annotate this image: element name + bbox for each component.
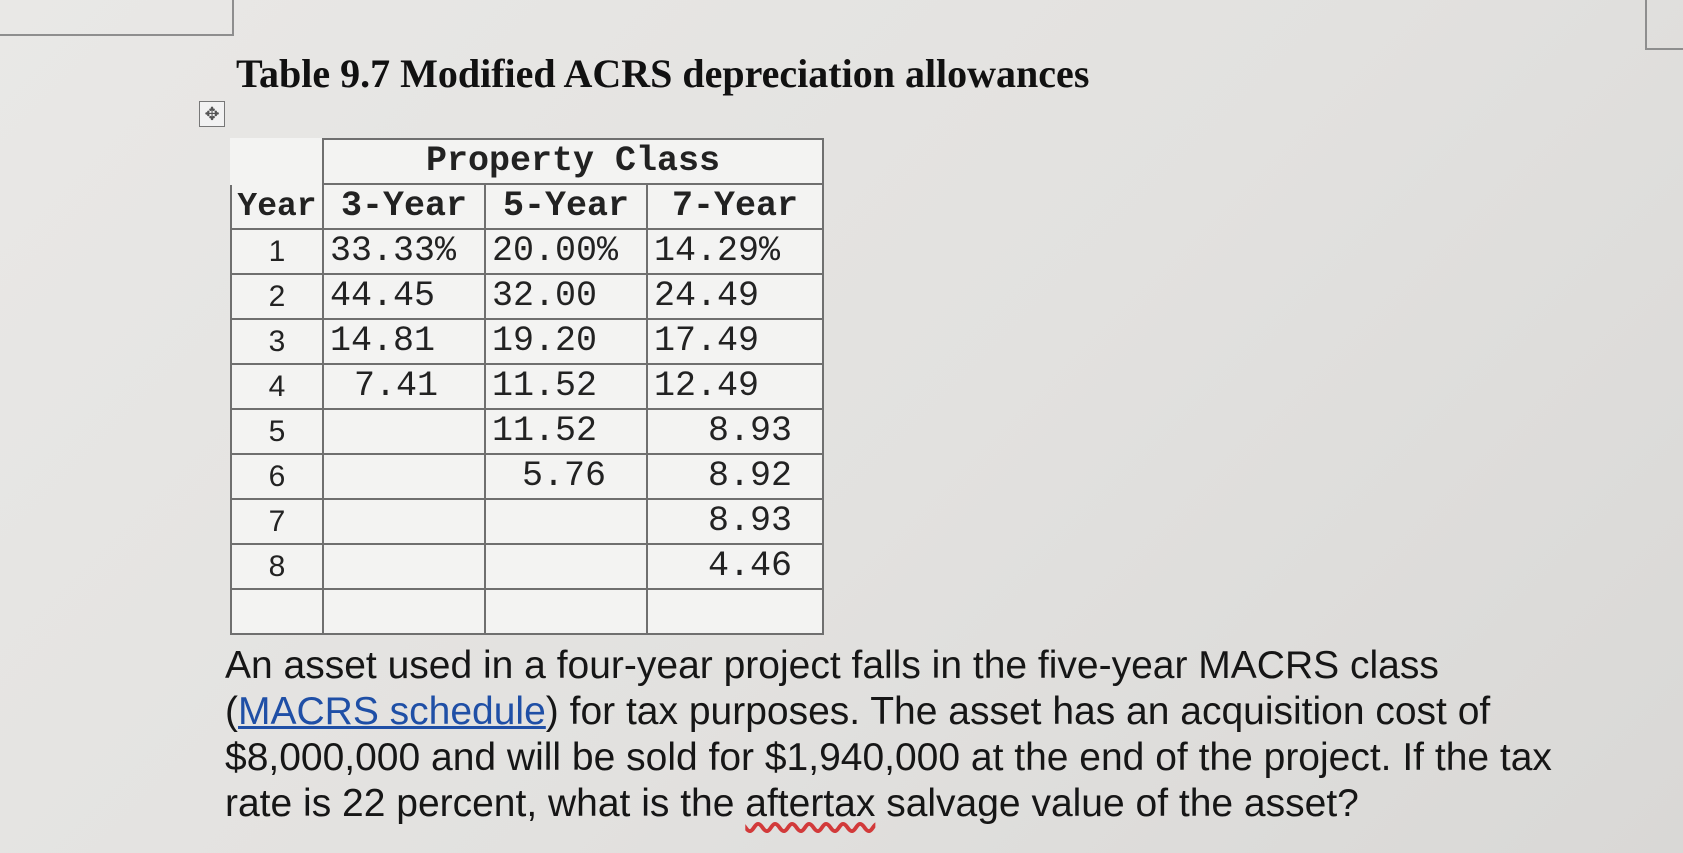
table-row <box>231 454 823 499</box>
question-line: $8,000,000 and will be sold for $1,940,000 at the end of the project. If the tax <box>225 736 1552 779</box>
value-cell: 14.81 <box>323 319 485 364</box>
year-cell: 1 <box>231 229 323 274</box>
year-cell: 2 <box>231 274 323 319</box>
question-fragment: ( <box>225 690 238 733</box>
value-cell <box>485 589 647 634</box>
macrs-schedule-link[interactable]: MACRS schedule <box>238 690 546 733</box>
question-fragment: rate is 22 percent, what is the <box>225 782 746 825</box>
column-header-year: Year <box>231 184 323 229</box>
value-cell: 11.52 <box>485 364 647 409</box>
spellcheck-flagged-word[interactable]: aftertax <box>745 782 876 825</box>
value-cell: 8.93 <box>647 409 823 454</box>
value-cell <box>323 454 485 499</box>
year-cell: 5 <box>231 409 323 454</box>
year-cell: 8 <box>231 544 323 589</box>
value-cell: 24.49 <box>647 274 823 319</box>
value-cell <box>647 589 823 634</box>
value-cell: 20.00% <box>485 229 647 274</box>
value-cell: 32.00 <box>485 274 647 319</box>
year-cell: 4 <box>231 364 323 409</box>
value-cell: 7.41 <box>323 364 485 409</box>
group-header: Property Class <box>323 139 823 184</box>
question-fragment: salvage value of the asset? <box>875 782 1359 825</box>
column-header-7-year: 7-Year <box>647 184 823 229</box>
move-icon[interactable]: ✥ <box>199 101 225 127</box>
year-cell: 7 <box>231 499 323 544</box>
page-corner-mark-right <box>1645 0 1683 50</box>
year-cell: 3 <box>231 319 323 364</box>
value-cell: 44.45 <box>323 274 485 319</box>
corner-cell <box>231 139 323 184</box>
year-cell <box>231 589 323 634</box>
value-cell: 12.49 <box>647 364 823 409</box>
table-row <box>231 499 823 544</box>
value-cell: 4.46 <box>647 544 823 589</box>
value-cell: 19.20 <box>485 319 647 364</box>
table-header-row <box>231 139 823 184</box>
macrs-table <box>230 138 824 635</box>
value-cell <box>485 499 647 544</box>
table-row <box>231 544 823 589</box>
question-line: An asset used in a four-year project falls in the five-year MACRS class <box>225 644 1439 687</box>
value-cell <box>323 544 485 589</box>
column-header-5-year: 5-Year <box>485 184 647 229</box>
page-corner-mark-left <box>0 0 234 36</box>
table-row <box>231 319 823 364</box>
table-header-row <box>231 184 823 229</box>
value-cell: 8.93 <box>647 499 823 544</box>
table-row <box>231 589 823 634</box>
question-fragment: ) for tax purposes. The asset has an acquisition cost of <box>545 690 1491 733</box>
table-row <box>231 229 823 274</box>
value-cell: 11.52 <box>485 409 647 454</box>
question-line <box>225 689 1655 735</box>
table-row <box>231 364 823 409</box>
value-cell: 8.92 <box>647 454 823 499</box>
value-cell: 33.33% <box>323 229 485 274</box>
value-cell: 17.49 <box>647 319 823 364</box>
table-row <box>231 409 823 454</box>
table-title: Table 9.7 Modified ACRS depreciation allowances <box>236 51 1090 96</box>
table-row <box>231 274 823 319</box>
column-header-3-year: 3-Year <box>323 184 485 229</box>
question-line <box>225 781 1655 827</box>
year-cell: 6 <box>231 454 323 499</box>
value-cell <box>323 589 485 634</box>
value-cell <box>485 544 647 589</box>
value-cell <box>323 409 485 454</box>
question-text <box>225 643 1655 827</box>
value-cell: 14.29% <box>647 229 823 274</box>
value-cell: 5.76 <box>485 454 647 499</box>
value-cell <box>323 499 485 544</box>
